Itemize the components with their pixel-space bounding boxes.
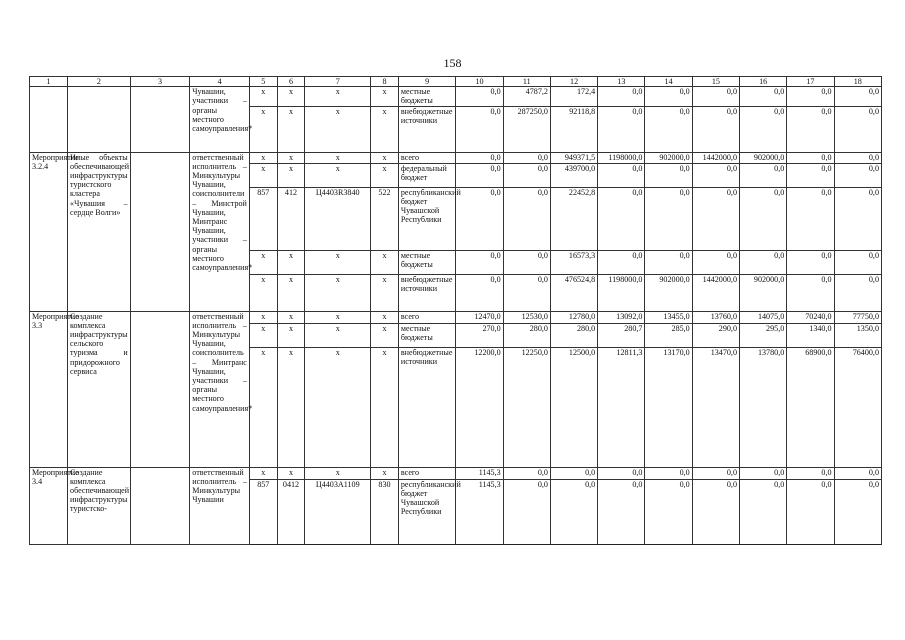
amount-cell: 0,0 — [740, 479, 787, 544]
executor-cell: ответственный исполнитель – Минкультуры Чувашии, соисполнитель – Минтранс Чувашии, участники – органы местного самоуправления* — [190, 311, 250, 467]
header-cell: 15 — [692, 77, 739, 87]
budget-code-cell: x — [249, 250, 277, 274]
amount-cell: 14075,0 — [740, 311, 787, 323]
amount-cell: 280,7 — [598, 323, 645, 347]
budget-code-cell: x — [277, 323, 305, 347]
budget-code-cell: x — [305, 152, 371, 163]
amount-cell: 280,0 — [550, 323, 597, 347]
activity-number-cell — [30, 87, 68, 152]
amount-cell: 0,0 — [692, 479, 739, 544]
amount-cell: 68900,0 — [787, 347, 834, 467]
amount-cell: 0,0 — [692, 163, 739, 187]
empty-cell — [130, 311, 190, 467]
amount-cell: 290,0 — [692, 323, 739, 347]
amount-cell: 12530,0 — [503, 311, 550, 323]
empty-cell — [130, 87, 190, 152]
funding-source-cell: республиканский бюджет Чувашской Республики — [398, 187, 456, 250]
activity-number-cell: Мероприятие 3.3 — [30, 311, 68, 467]
amount-cell: 76400,0 — [834, 347, 881, 467]
header-cell: 12 — [550, 77, 597, 87]
amount-cell: 0,0 — [787, 106, 834, 152]
amount-cell: 12200,0 — [456, 347, 503, 467]
budget-code-cell: x — [249, 87, 277, 106]
activity-name-cell — [68, 87, 131, 152]
budget-code-cell: 857 — [249, 187, 277, 250]
budget-code-cell: x — [305, 323, 371, 347]
budget-code-cell: x — [305, 347, 371, 467]
budget-code-cell: x — [305, 311, 371, 323]
budget-code-cell: x — [277, 347, 305, 467]
header-cell: 17 — [787, 77, 834, 87]
amount-cell: 0,0 — [787, 87, 834, 106]
amount-cell: 0,0 — [692, 467, 739, 479]
amount-cell: 0,0 — [740, 187, 787, 250]
header-cell: 1 — [30, 77, 68, 87]
amount-cell: 13780,0 — [740, 347, 787, 467]
amount-cell: 0,0 — [834, 467, 881, 479]
funding-source-cell: местные бюджеты — [398, 87, 456, 106]
amount-cell: 0,0 — [645, 479, 692, 544]
amount-cell: 0,0 — [787, 163, 834, 187]
amount-cell: 0,0 — [834, 479, 881, 544]
amount-cell: 0,0 — [503, 274, 550, 311]
budget-code-cell: x — [277, 87, 305, 106]
amount-cell: 0,0 — [740, 467, 787, 479]
budget-code-cell: x — [277, 163, 305, 187]
budget-code-cell: x — [371, 274, 399, 311]
budget-code-cell: x — [277, 467, 305, 479]
budget-table — [29, 76, 882, 545]
page-number: 158 — [443, 56, 462, 70]
amount-cell: 13092,0 — [598, 311, 645, 323]
funding-source-cell: внебюджетные источники — [398, 274, 456, 311]
amount-cell: 0,0 — [787, 187, 834, 250]
funding-source-cell: федеральный бюджет — [398, 163, 456, 187]
budget-code-cell: x — [249, 274, 277, 311]
amount-cell: 0,0 — [550, 467, 597, 479]
amount-cell: 476524,8 — [550, 274, 597, 311]
amount-cell: 0,0 — [740, 87, 787, 106]
amount-cell: 949371,5 — [550, 152, 597, 163]
amount-cell: 0,0 — [834, 152, 881, 163]
amount-cell: 0,0 — [692, 250, 739, 274]
header-cell: 2 — [68, 77, 131, 87]
amount-cell: 0,0 — [503, 467, 550, 479]
budget-code-cell: x — [249, 323, 277, 347]
funding-source-cell: местные бюджеты — [398, 250, 456, 274]
header-cell: 18 — [834, 77, 881, 87]
amount-cell: 0,0 — [550, 479, 597, 544]
amount-cell: 1442000,0 — [692, 274, 739, 311]
header-cell: 5 — [249, 77, 277, 87]
amount-cell: 1145,3 — [456, 467, 503, 479]
amount-cell: 12500,0 — [550, 347, 597, 467]
amount-cell: 902000,0 — [645, 152, 692, 163]
amount-cell: 1198000,0 — [598, 152, 645, 163]
amount-cell: 0,0 — [598, 467, 645, 479]
header-cell: 8 — [371, 77, 399, 87]
amount-cell: 70240,0 — [787, 311, 834, 323]
amount-cell: 0,0 — [787, 467, 834, 479]
funding-source-cell: всего — [398, 467, 456, 479]
budget-code-cell: x — [277, 311, 305, 323]
amount-cell: 0,0 — [787, 152, 834, 163]
amount-cell: 0,0 — [787, 479, 834, 544]
header-cell: 13 — [598, 77, 645, 87]
budget-code-cell: x — [305, 274, 371, 311]
amount-cell: 4787,2 — [503, 87, 550, 106]
amount-cell: 0,0 — [598, 106, 645, 152]
amount-cell: 0,0 — [598, 250, 645, 274]
amount-cell: 1442000,0 — [692, 152, 739, 163]
funding-source-cell: республиканский бюджет Чувашской Республики — [398, 479, 456, 544]
amount-cell: 22452,8 — [550, 187, 597, 250]
amount-cell: 0,0 — [692, 87, 739, 106]
executor-cell: Чувашии, участники – органы местного самоуправления* — [190, 87, 250, 152]
budget-code-cell: x — [305, 163, 371, 187]
amount-cell: 0,0 — [503, 163, 550, 187]
budget-code-cell: 830 — [371, 479, 399, 544]
amount-cell: 0,0 — [598, 479, 645, 544]
budget-code-cell: x — [249, 311, 277, 323]
table-row — [30, 152, 882, 163]
budget-code-cell: x — [249, 106, 277, 152]
amount-cell: 0,0 — [645, 163, 692, 187]
budget-code-cell: 412 — [277, 187, 305, 250]
executor-cell: ответственный исполнитель – Минкультуры Чувашии — [190, 467, 250, 544]
amount-cell: 902000,0 — [740, 274, 787, 311]
header-cell: 14 — [645, 77, 692, 87]
header-cell: 11 — [503, 77, 550, 87]
funding-source-cell: местные бюджеты — [398, 323, 456, 347]
amount-cell: 92118,8 — [550, 106, 597, 152]
amount-cell: 0,0 — [456, 274, 503, 311]
amount-cell: 0,0 — [740, 106, 787, 152]
amount-cell: 0,0 — [456, 187, 503, 250]
budget-code-cell: 522 — [371, 187, 399, 250]
budget-code-cell: x — [371, 163, 399, 187]
empty-cell — [130, 152, 190, 311]
executor-cell: ответственный исполнитель – Минкультуры Чувашии, соисполнители – Минстрой Чувашии, Минтранс Чувашии, участники – органы местного самоуправления* — [190, 152, 250, 311]
table-row — [30, 87, 882, 106]
amount-cell: 13455,0 — [645, 311, 692, 323]
amount-cell: 172,4 — [550, 87, 597, 106]
header-row — [30, 77, 882, 87]
amount-cell: 0,0 — [503, 187, 550, 250]
amount-cell: 0,0 — [834, 163, 881, 187]
budget-code-cell: x — [371, 323, 399, 347]
budget-code-cell: Ц4403R3840 — [305, 187, 371, 250]
budget-code-cell: x — [249, 347, 277, 467]
amount-cell: 12250,0 — [503, 347, 550, 467]
amount-cell: 0,0 — [740, 163, 787, 187]
budget-code-cell: x — [371, 87, 399, 106]
amount-cell: 0,0 — [787, 250, 834, 274]
budget-code-cell: x — [305, 106, 371, 152]
amount-cell: 0,0 — [503, 152, 550, 163]
amount-cell: 439700,0 — [550, 163, 597, 187]
amount-cell: 13170,0 — [645, 347, 692, 467]
funding-source-cell: всего — [398, 311, 456, 323]
amount-cell: 0,0 — [645, 87, 692, 106]
amount-cell: 280,0 — [503, 323, 550, 347]
funding-source-cell: внебюджетные источники — [398, 106, 456, 152]
activity-name-cell: Создание комплекса инфраструктуры сельского туризма и придорожного сервиса — [68, 311, 131, 467]
amount-cell: 77750,0 — [834, 311, 881, 323]
amount-cell: 0,0 — [834, 106, 881, 152]
activity-name-cell: Иные объекты обеспечивающей инфраструктуры туристского кластера «Чувашия – сердце Волги» — [68, 152, 131, 311]
amount-cell: 0,0 — [598, 87, 645, 106]
budget-code-cell: x — [371, 467, 399, 479]
amount-cell: 0,0 — [834, 250, 881, 274]
budget-code-cell: x — [371, 311, 399, 323]
budget-code-cell: x — [305, 467, 371, 479]
amount-cell: 902000,0 — [740, 152, 787, 163]
header-cell: 3 — [130, 77, 190, 87]
amount-cell: 0,0 — [787, 274, 834, 311]
amount-cell: 1145,3 — [456, 479, 503, 544]
amount-cell: 0,0 — [598, 187, 645, 250]
amount-cell: 1198000,0 — [598, 274, 645, 311]
budget-code-cell: x — [371, 347, 399, 467]
table-row — [30, 311, 882, 323]
budget-code-cell: 857 — [249, 479, 277, 544]
amount-cell: 12470,0 — [456, 311, 503, 323]
amount-cell: 270,0 — [456, 323, 503, 347]
budget-code-cell: x — [249, 163, 277, 187]
amount-cell: 0,0 — [456, 250, 503, 274]
amount-cell: 0,0 — [645, 467, 692, 479]
amount-cell: 1350,0 — [834, 323, 881, 347]
amount-cell: 0,0 — [598, 163, 645, 187]
amount-cell: 0,0 — [645, 250, 692, 274]
header-cell: 6 — [277, 77, 305, 87]
budget-code-cell: x — [249, 467, 277, 479]
budget-code-cell: x — [277, 106, 305, 152]
amount-cell: 287250,0 — [503, 106, 550, 152]
amount-cell: 0,0 — [692, 106, 739, 152]
amount-cell: 0,0 — [834, 187, 881, 250]
amount-cell: 12780,0 — [550, 311, 597, 323]
amount-cell: 902000,0 — [645, 274, 692, 311]
table-row — [30, 467, 882, 479]
amount-cell: 16573,3 — [550, 250, 597, 274]
amount-cell: 0,0 — [834, 87, 881, 106]
budget-code-cell: x — [305, 250, 371, 274]
budget-code-cell: x — [305, 87, 371, 106]
amount-cell: 0,0 — [503, 250, 550, 274]
activity-number-cell: Мероприятие 3.2.4 — [30, 152, 68, 311]
amount-cell: 13470,0 — [692, 347, 739, 467]
budget-code-cell: x — [371, 250, 399, 274]
budget-code-cell: x — [249, 152, 277, 163]
activity-number-cell: Мероприятие 3.4 — [30, 467, 68, 544]
budget-code-cell: x — [371, 106, 399, 152]
empty-cell — [130, 467, 190, 544]
amount-cell: 295,0 — [740, 323, 787, 347]
header-cell: 4 — [190, 77, 250, 87]
amount-cell: 0,0 — [456, 106, 503, 152]
amount-cell: 0,0 — [456, 87, 503, 106]
amount-cell: 0,0 — [456, 163, 503, 187]
header-cell: 10 — [456, 77, 503, 87]
amount-cell: 0,0 — [834, 274, 881, 311]
amount-cell: 0,0 — [503, 479, 550, 544]
amount-cell: 285,0 — [645, 323, 692, 347]
amount-cell: 13760,0 — [692, 311, 739, 323]
budget-code-cell: x — [371, 152, 399, 163]
budget-code-cell: x — [277, 274, 305, 311]
amount-cell: 0,0 — [645, 106, 692, 152]
activity-name-cell: Создание комплекса обеспечивающей инфраструктуры туристско- — [68, 467, 131, 544]
amount-cell: 1340,0 — [787, 323, 834, 347]
budget-code-cell: x — [277, 152, 305, 163]
amount-cell: 0,0 — [645, 187, 692, 250]
amount-cell: 12811,3 — [598, 347, 645, 467]
header-cell: 7 — [305, 77, 371, 87]
funding-source-cell: внебюджетные источники — [398, 347, 456, 467]
header-cell: 16 — [740, 77, 787, 87]
amount-cell: 0,0 — [740, 250, 787, 274]
amount-cell: 0,0 — [692, 187, 739, 250]
budget-code-cell: x — [277, 250, 305, 274]
budget-code-cell: 0412 — [277, 479, 305, 544]
amount-cell: 0,0 — [456, 152, 503, 163]
header-cell: 9 — [398, 77, 456, 87]
budget-code-cell: Ц4403А1109 — [305, 479, 371, 544]
funding-source-cell: всего — [398, 152, 456, 163]
